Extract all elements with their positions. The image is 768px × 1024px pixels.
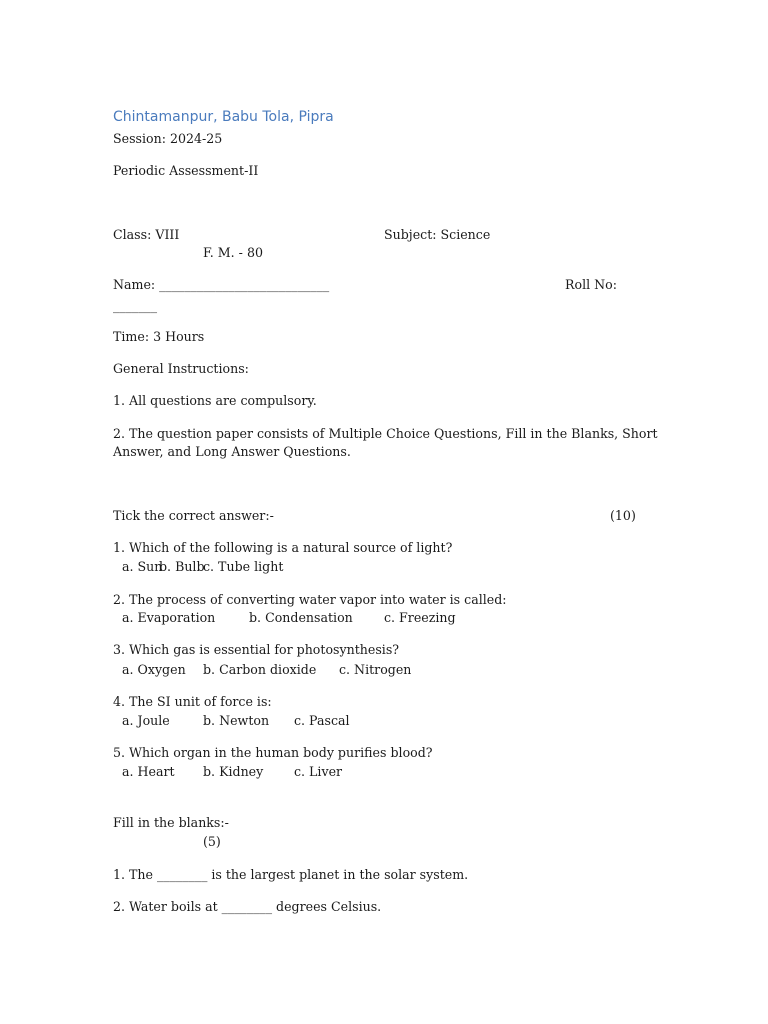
mcq-3-option-b: b. Carbon dioxide: [203, 662, 317, 677]
mcq-question-3: 3. Which gas is essential for photosynthesis?: [113, 642, 400, 657]
mcq-3-option-a: a. Oxygen: [122, 662, 186, 677]
mcq-1-option-c: c. Tube light: [203, 559, 284, 574]
mcq-marks: (10): [610, 508, 636, 523]
mcq-4-option-c: c. Pascal: [294, 713, 350, 728]
mcq-question-2: 2. The process of converting water vapor into water is called:: [113, 592, 507, 607]
mcq-1-option-a: a. Sun: [122, 559, 163, 574]
instruction-2-cont: Answer, and Long Answer Questions.: [113, 444, 351, 459]
roll-no-blank: _______: [113, 298, 158, 313]
mcq-5-option-a: a. Heart: [122, 764, 175, 779]
mcq-heading: Tick the correct answer:-: [113, 508, 274, 523]
general-instructions-heading: General Instructions:: [113, 361, 249, 376]
instruction-1: 1. All questions are compulsory.: [113, 393, 317, 408]
mcq-1-option-b: b. Bulb: [159, 559, 205, 574]
session: Session: 2024-25: [113, 131, 223, 146]
school-name: Chintamanpur, Babu Tola, Pipra: [113, 109, 334, 125]
full-marks: F. M. - 80: [203, 245, 263, 260]
mcq-2-option-a: a. Evaporation: [122, 610, 216, 625]
mcq-question-1: 1. Which of the following is a natural source of light?: [113, 540, 453, 555]
class-label: Class: VIII: [113, 227, 180, 242]
mcq-4-option-b: b. Newton: [203, 713, 270, 728]
mcq-2-option-b: b. Condensation: [249, 610, 353, 625]
time-label: Time: 3 Hours: [113, 329, 205, 344]
mcq-2-option-c: c. Freezing: [384, 610, 456, 625]
mcq-3-option-c: c. Nitrogen: [339, 662, 412, 677]
roll-no-label: Roll No:: [565, 277, 617, 292]
subject-label: Subject: Science: [384, 227, 491, 242]
fill-heading: Fill in the blanks:-: [113, 815, 229, 830]
instruction-2: 2. The question paper consists of Multiple Choice Questions, Fill in the Blanks, Short: [113, 426, 658, 441]
fill-question-2: 2. Water boils at ________ degrees Celsius.: [113, 899, 382, 914]
assessment-title: Periodic Assessment-II: [113, 163, 259, 178]
fill-marks: (5): [203, 834, 221, 849]
mcq-question-4: 4. The SI unit of force is:: [113, 694, 272, 709]
mcq-question-5: 5. Which organ in the human body purifies blood?: [113, 745, 433, 760]
mcq-5-option-c: c. Liver: [294, 764, 343, 779]
mcq-5-option-b: b. Kidney: [203, 764, 264, 779]
name-field: Name: ___________________________: [113, 277, 330, 292]
mcq-4-option-a: a. Joule: [122, 713, 170, 728]
fill-question-1: 1. The ________ is the largest planet in the solar system.: [113, 867, 469, 882]
